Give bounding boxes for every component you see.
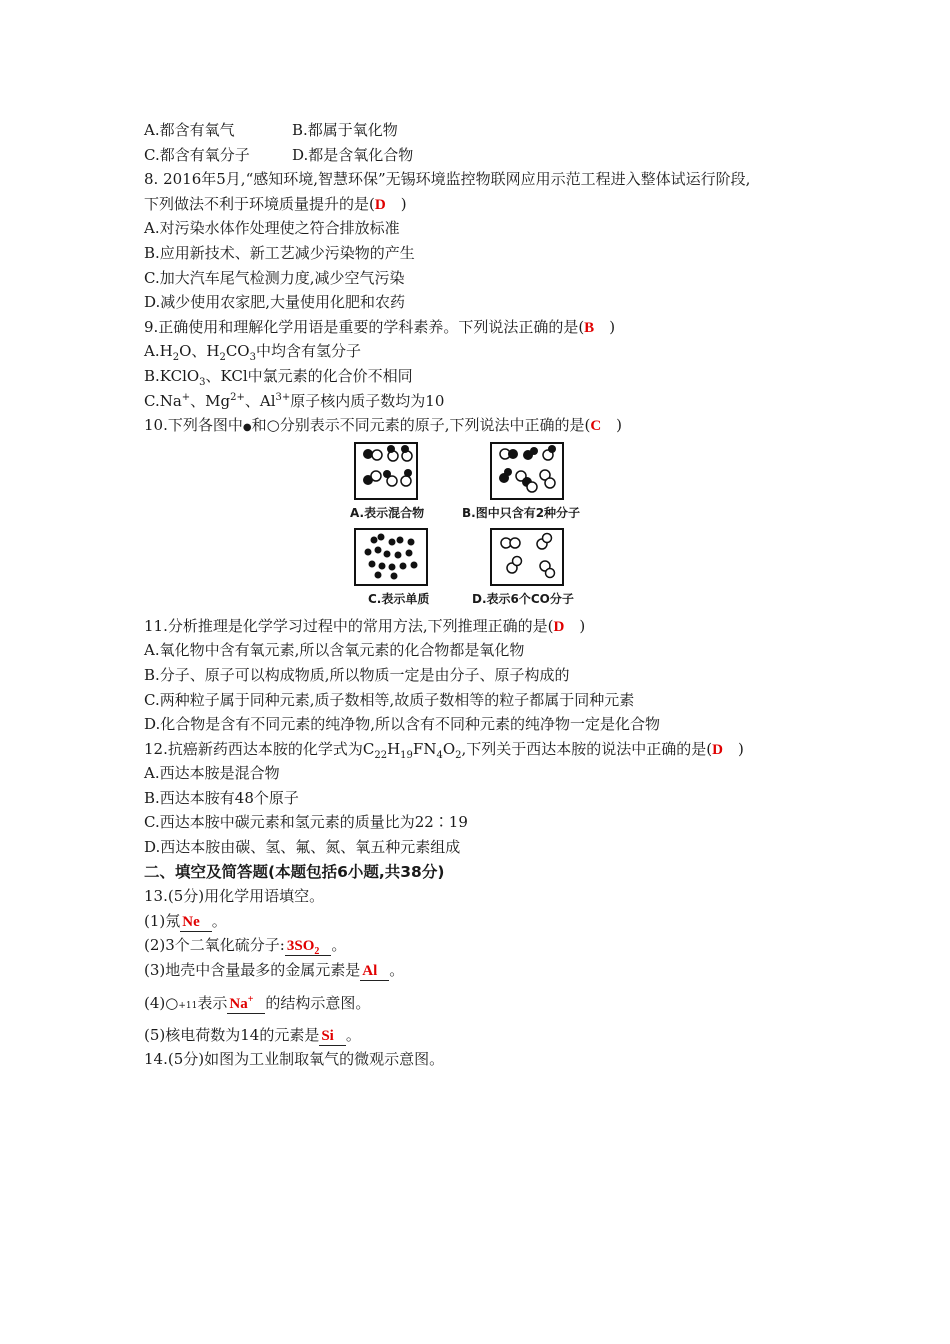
q7-option-b: B.都属于氧化物 [292,121,398,139]
q12-option-a: A.西达本胺是混合物 [144,764,280,783]
q8-option-b: B.应用新技术、新工艺减少污染物的产生 [144,243,415,262]
q13-answer-3: Al [360,962,389,981]
q8-stem-line2 [144,192,834,217]
q10-box-d [490,528,564,586]
q12-option-d: D.西达本胺由碳、氢、氟、氮、氧五种元素组成 [144,838,461,857]
q10-caption-c: C.表示单质 [368,591,430,606]
q13-answer-4: Na+ [227,995,265,1014]
q9-close: ) [594,317,616,336]
q13-answer-5: Si [319,1027,346,1046]
q7-options-row2 [144,143,834,168]
q10-caption-b: B.图中只含有2种分子 [462,505,581,520]
q11-option-b: B.分子、原子可以构成物质,所以物质一定是由分子、原子构成的 [144,665,570,684]
q13-part3: (3)地壳中含量最多的金属元素是 Al 。 [144,961,405,980]
q10-figure [144,438,834,614]
exam-page [144,118,834,1072]
q12-stem: 12.抗癌新药西达本胺的化学式为$C_{22}H_{19}FN_4O_2$,下列关于西达本胺的说法中正确的是(D ) [144,739,744,761]
q7-option-c: C.都含有氧分子 [144,145,250,164]
q7-options-row1 [144,118,834,143]
q10-caption-a: A.表示混合物 [350,505,425,520]
q7-option-d: D.都是含氧化合物 [292,145,414,164]
q10-box-c [354,528,428,586]
q9-option-a: $A.H_2O$、$H_2CO_3$中均含有氢分子 [144,342,361,364]
q9-option-b: B.KClO$_3$、KCl中氯元素的化合价不相同 [144,366,413,388]
q12-answer: D [712,741,723,758]
q10-box-a [354,442,418,500]
q13-stem: 13.(5分)用化学用语填空。 [144,887,325,906]
q11-option-c: C.两种粒子属于同种元素,质子数相等,故质子数相等的粒子都属于同种元素 [144,690,635,709]
hollow-atom-icon: ○ [266,416,280,435]
q7-option-a: A.都含有氧气 [144,121,235,139]
q13-part5: (5)核电荷数为14的元素是 Si 。 [144,1025,361,1044]
q9-option-c: C.Na+、$Mg^{2+}$、$Al^{3+}$原子核内质子数均为10 [144,391,445,410]
q9-answer: B [584,319,595,336]
q11-option-d: D.化合物是含有不同元素的纯净物,所以含有不同种元素的纯净物一定是化合物 [144,715,661,734]
q10-stem-text: 10.下列各图中 [144,416,243,435]
q11-stem-text: 11.分析推理是化学学习过程中的常用方法,下列推理正确的是( [144,616,554,635]
q8-stem-line1: 8. 2016年5月,“感知环境,智慧环保”无锡环境监控物联网应用示范工程进入整体试运行阶段, [144,170,751,189]
q13-part1: (1)氖 Ne 。 [144,911,227,930]
q11-stem: 11.分析推理是化学学习过程中的常用方法,下列推理正确的是(D ) [144,616,586,635]
filled-atom-icon: ● [242,422,252,434]
q8-stem-text: 下列做法不利于环境质量提升的是( [144,194,375,213]
q13-part4: (4)○+11表示 Na+ 的结构示意图。 [144,993,371,1012]
section-heading: 二、填空及简答题(本题包括6小题,共38分) [144,862,445,881]
q8-close: ) [385,194,407,213]
q10-stem: 10.下列各图中●和○分别表示不同元素的原子,下列说法中正确的是(C ) [144,416,623,435]
q8-option-c: C.加大汽车尾气检测力度,减少空气污染 [144,268,405,287]
q10-box-b [490,442,564,500]
q12-option-b: B.西达本胺有48个原子 [144,788,299,807]
q11-answer: D [553,618,565,635]
q13-answer-1: Ne [180,913,212,932]
q13-part2: (2)3个二氧化硫分子: $3SO_2$ 。 [144,936,347,958]
atom-structure-icon: ○ [165,993,179,1012]
q12-option-c: C.西达本胺中碳元素和氢元素的质量比为22∶19 [144,813,468,832]
q9-stem [144,315,834,340]
q13-answer-2: $3SO_2$ [285,937,332,956]
q10-answer: C [590,418,602,435]
q10-caption-d: D.表示6个CO分子 [472,591,574,606]
q8-option-a: A.对污染水体作处理使之符合排放标准 [144,219,400,238]
q8-option-d: D.减少使用农家肥,大量使用化肥和农药 [144,293,406,312]
q8-answer: D [374,196,386,213]
q14-stem: 14.(5分)如图为工业制取氧气的微观示意图。 [144,1050,445,1069]
q11-option-a: A.氧化物中含有氧元素,所以含氧元素的化合物都是氧化物 [144,641,525,660]
q9-stem-text: 9.正确使用和理解化学用语是重要的学科素养。下列说法正确的是( [144,317,585,336]
